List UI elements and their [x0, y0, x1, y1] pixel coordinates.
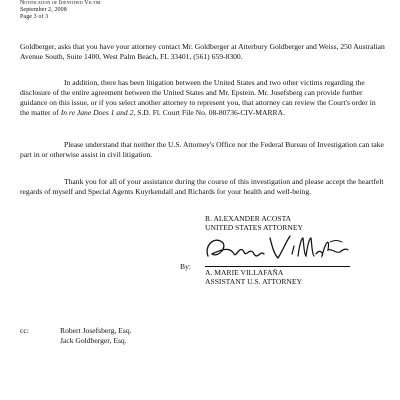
paragraph-civil-litigation: Please understand that neither the U.S. Attorney's Office nor the Federal Bureau of Investigation can take part in or otherwise assist in civil litigation.: [20, 140, 384, 159]
us-attorney-name: R. ALEXANDER ACOSTA: [205, 214, 292, 223]
letter-header: [20, 0, 101, 21]
paragraph-litigation-text-b: , S.D. Fl. Court File No. 08-80736-CIV-MARRA.: [133, 108, 285, 117]
officer-name: A. MARIE VILLAFAÑA: [205, 268, 284, 277]
paragraph-litigation-text-a: In addition, there has been litigation between the United States and two other victims regarding the disclosure of the entire agreement between the United States and Mr. Epstein. Mr. Josefsberg can provide further guidance on this issue, or if you select another attorney to represent you, that attorney can review the Court's order in the matter of: [20, 78, 376, 117]
cc-recipient-list: [60, 326, 132, 346]
signature-line: [205, 266, 350, 267]
signing-officer: [205, 268, 302, 286]
handwritten-signature: [200, 232, 350, 264]
cc-recipient: Robert Josefsberg, Esq.: [60, 326, 132, 335]
officer-title: ASSISTANT U.S. ATTORNEY: [205, 277, 303, 286]
header-date: September 2, 2008: [20, 7, 67, 13]
by-label: By:: [180, 262, 191, 271]
paragraph-attorney-contact: Goldberger, asks that you have your attorney contact Mr. Goldberger at Atterbury Goldberger and Weiss, 250 Australian Avenue South, Suite 1400, West Palm Beach, FL 33401, (561) 659-8300.: [20, 42, 385, 61]
us-attorney-title: UNITED STATES ATTORNEY: [205, 223, 303, 232]
paragraph-litigation: [20, 78, 386, 118]
paragraph-thanks: Thank you for all of your assistance during the course of this investigation and please accept the heartfelt regards of myself and Special Agents Kuyrkendall and Richards for your health and well-being.: [20, 177, 384, 196]
cc-recipient: Jack Goldberger, Esq.: [60, 336, 127, 345]
cc-label: cc:: [20, 326, 29, 335]
header-page-number: Page 3 of 3: [20, 14, 49, 20]
header-subject: Notification of Identified Victim: [20, 0, 101, 6]
case-name: In re Jane Does 1 and 2: [60, 108, 134, 117]
signature-heading: [205, 214, 303, 232]
